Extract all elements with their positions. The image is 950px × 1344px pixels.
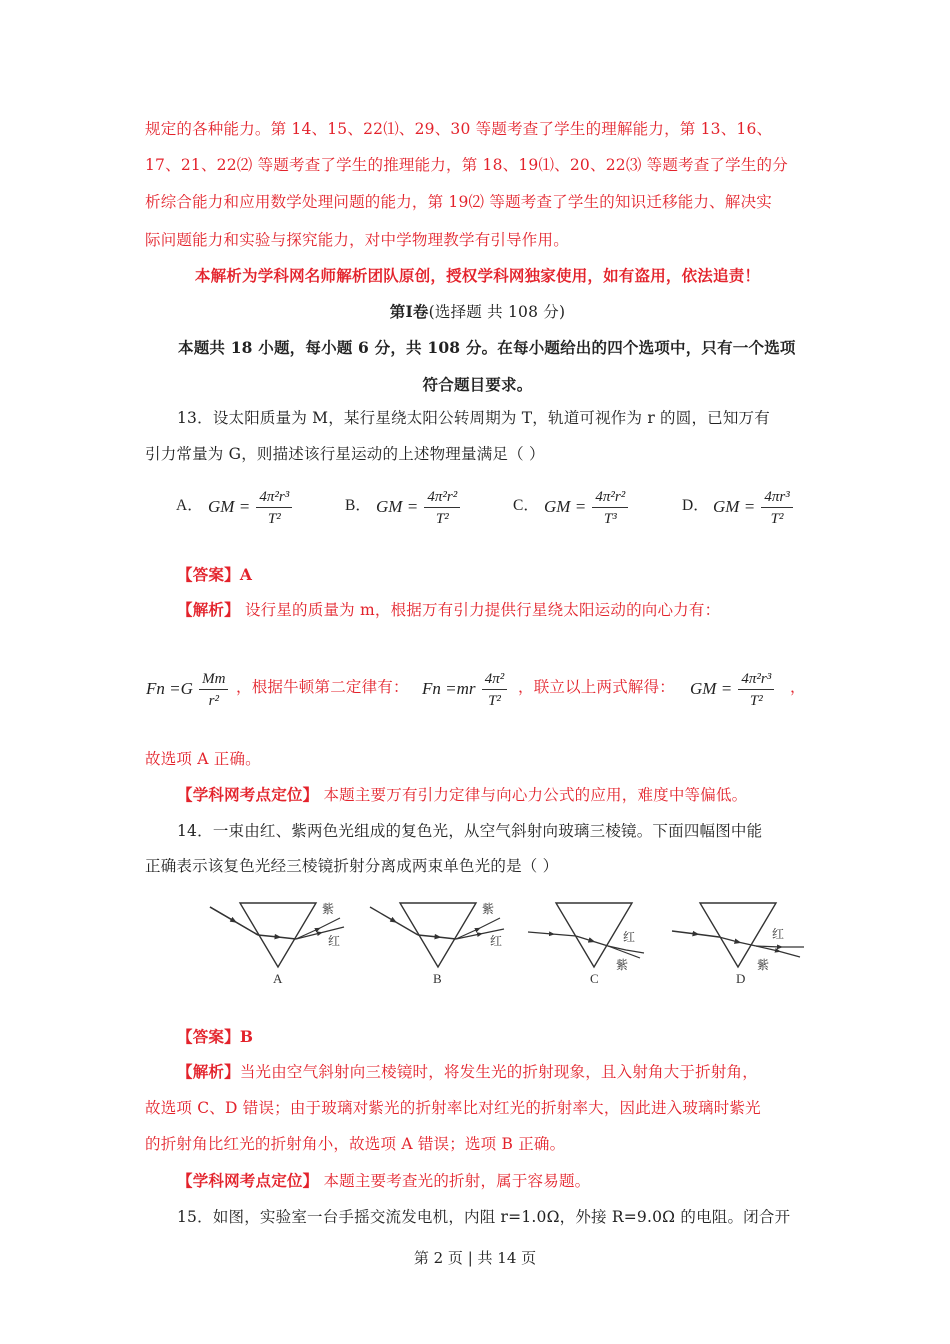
q13-option-b-formula xyxy=(376,488,460,528)
formula-result xyxy=(690,670,774,710)
svg-text:红: 红 xyxy=(623,930,636,944)
formula-lhs: GM = xyxy=(690,678,733,698)
svg-text:紫: 紫 xyxy=(616,958,629,972)
q13-stem-line-2: 引力常量为 G，则描述该行星运动的上述物理量满足（ ） xyxy=(145,445,545,463)
prism-diagram-d xyxy=(672,903,804,985)
formula-newton-gravity xyxy=(146,670,228,710)
numerator: 4π² xyxy=(482,670,508,690)
derivation-text-2: ，联立以上两式解得： xyxy=(518,678,676,696)
q13-option-d-formula xyxy=(713,488,793,528)
q14-answer xyxy=(145,1027,842,1047)
svg-text:D: D xyxy=(736,971,746,985)
analysis-tag: 【解析】 xyxy=(177,600,240,619)
section-instructions-line-2: 符合题目要求。 xyxy=(422,375,533,394)
knowledge-point-tag: 【学科网考点定位】 xyxy=(177,1171,319,1190)
answer-value: A xyxy=(239,565,253,584)
q14-knowledge-point xyxy=(145,1171,842,1191)
svg-text:C: C xyxy=(590,971,599,985)
svg-text:A: A xyxy=(273,971,283,985)
numerator: 4π²r² xyxy=(592,488,628,508)
formula-lhs: GM = xyxy=(208,496,251,516)
denominator: r² xyxy=(208,693,219,709)
q14-analysis-line-2: 故选项 C、D 错误；由于玻璃对紫光的折射率比对红光的折射率大，因此进入玻璃时紫光 xyxy=(145,1099,761,1117)
knowledge-point-text: 本题主要万有引力定律与向心力公式的应用，难度中等偏低。 xyxy=(318,786,748,804)
denominator: T² xyxy=(488,693,501,709)
prism-diagram-c xyxy=(528,903,644,985)
q14-analysis-line-1 xyxy=(145,1062,842,1082)
denominator: T³ xyxy=(603,511,617,527)
page-footer: 第 2 页 | 共 14 页 xyxy=(413,1249,537,1267)
q14-analysis-line-3: 的折射角比红光的折射角小，故选项 A 错误；选项 B 正确。 xyxy=(145,1135,566,1153)
answer-value: B xyxy=(239,1027,254,1046)
analysis-tag: 【解析】 xyxy=(177,1062,240,1081)
copyright-notice: 本解析为学科网名师解析团队原创，授权学科网独家使用，如有盗用，依法追责！ xyxy=(194,266,761,285)
svg-text:紫: 紫 xyxy=(322,902,335,916)
q14-stem-line-1: 14．一束由红、紫两色光组成的复色光，从空气斜射向玻璃三棱镜。下面四幅图中能 xyxy=(177,822,763,840)
q13-option-b-label: B． xyxy=(345,497,371,514)
prism-diagram-b xyxy=(370,901,504,985)
intro-line-2: 17、21、22⑵ 等题考查了学生的推理能力，第 18、19⑴、20、22⑶ 等题考查了学生的分 xyxy=(145,156,788,174)
knowledge-point-text: 本题主要考查光的折射，属于容易题。 xyxy=(318,1172,591,1190)
answer-tag: 【答案】 xyxy=(177,565,240,584)
q13-option-c-label: C． xyxy=(513,497,539,514)
q14-stem-line-2: 正确表示该复色光经三棱镜折射分离成两束单色光的是（ ） xyxy=(145,857,559,875)
fraction xyxy=(199,670,228,710)
fraction xyxy=(761,488,792,528)
q13-option-d-label: D． xyxy=(682,497,709,514)
q13-conclusion: 故选项 A 正确。 xyxy=(145,750,261,768)
prism-diagram-a xyxy=(210,901,344,985)
svg-text:B: B xyxy=(433,971,442,985)
formula-lhs: GM = xyxy=(713,496,756,516)
prism-diagrams xyxy=(200,885,840,985)
formula-lhs: GM = xyxy=(544,496,587,516)
formula-lhs: GM = xyxy=(376,496,419,516)
q13-stem-line-1: 13．设太阳质量为 M，某行星绕太阳公转周期为 T，轨道可视作为 r 的圆，已知万有 xyxy=(177,409,770,427)
derivation-text-1: ，根据牛顿第二定律有： xyxy=(236,678,409,696)
derivation-text-3: ， xyxy=(790,678,806,696)
svg-text:红: 红 xyxy=(772,927,785,941)
denominator: T² xyxy=(267,511,281,527)
intro-line-4: 际问题能力和实验与探究能力，对中学物理教学有引导作用。 xyxy=(145,231,569,249)
section-instructions-line-1: 本题共 18 小题，每小题 6 分，共 108 分。在每小题给出的四个选项中，只有一个选项 xyxy=(178,338,796,357)
q13-knowledge-point xyxy=(145,785,842,805)
intro-line-3: 析综合能力和应用数学处理问题的能力，第 19⑵ 等题考查了学生的知识迁移能力、解决实 xyxy=(145,193,772,211)
q13-analysis xyxy=(145,600,842,620)
q13-option-c-formula xyxy=(544,488,628,528)
formula-lhs: Fn =G xyxy=(146,678,193,698)
numerator: 4π²r³ xyxy=(256,488,292,508)
answer-tag: 【答案】 xyxy=(177,1027,240,1046)
formula-lhs: Fn =mr xyxy=(422,678,476,698)
denominator: T² xyxy=(749,693,763,709)
numerator: 4π²r² xyxy=(424,488,460,508)
section-title xyxy=(145,302,810,322)
denominator: T² xyxy=(770,511,784,527)
fraction xyxy=(256,488,292,528)
analysis-text: 当光由空气斜射向三棱镜时，将发生光的折射现象，且入射角大于折射角， xyxy=(239,1063,758,1081)
numerator: Mm xyxy=(199,670,228,690)
q13-option-a-label: A． xyxy=(176,497,203,514)
fraction xyxy=(738,670,774,710)
svg-text:红: 红 xyxy=(490,934,503,948)
q15-stem-line-1: 15．如图，实验室一台手摇交流发电机，内阻 r=1.0Ω，外接 R=9.0Ω 的电阻。闭合开 xyxy=(177,1208,791,1226)
svg-text:紫: 紫 xyxy=(757,958,770,972)
section-title-bold: 第Ⅰ卷 xyxy=(389,302,429,321)
svg-text:紫: 紫 xyxy=(482,902,495,916)
formula-centripetal xyxy=(422,670,507,710)
analysis-text: 设行星的质量为 m，根据万有引力提供行星绕太阳运动的向心力有： xyxy=(239,601,721,619)
numerator: 4π²r³ xyxy=(738,670,774,690)
intro-line-1: 规定的各种能力。第 14、15、22⑴、29、30 等题考查了学生的理解能力，第 13、16、 xyxy=(145,120,773,138)
q13-option-a-formula xyxy=(208,488,292,528)
q13-answer xyxy=(145,565,842,585)
fraction xyxy=(592,488,628,528)
fraction xyxy=(482,670,508,710)
numerator: 4πr³ xyxy=(761,488,792,508)
fraction xyxy=(424,488,460,528)
denominator: T² xyxy=(435,511,449,527)
section-title-rest: (选择题 共 108 分) xyxy=(428,303,566,321)
svg-text:红: 红 xyxy=(328,934,341,948)
knowledge-point-tag: 【学科网考点定位】 xyxy=(177,785,319,804)
